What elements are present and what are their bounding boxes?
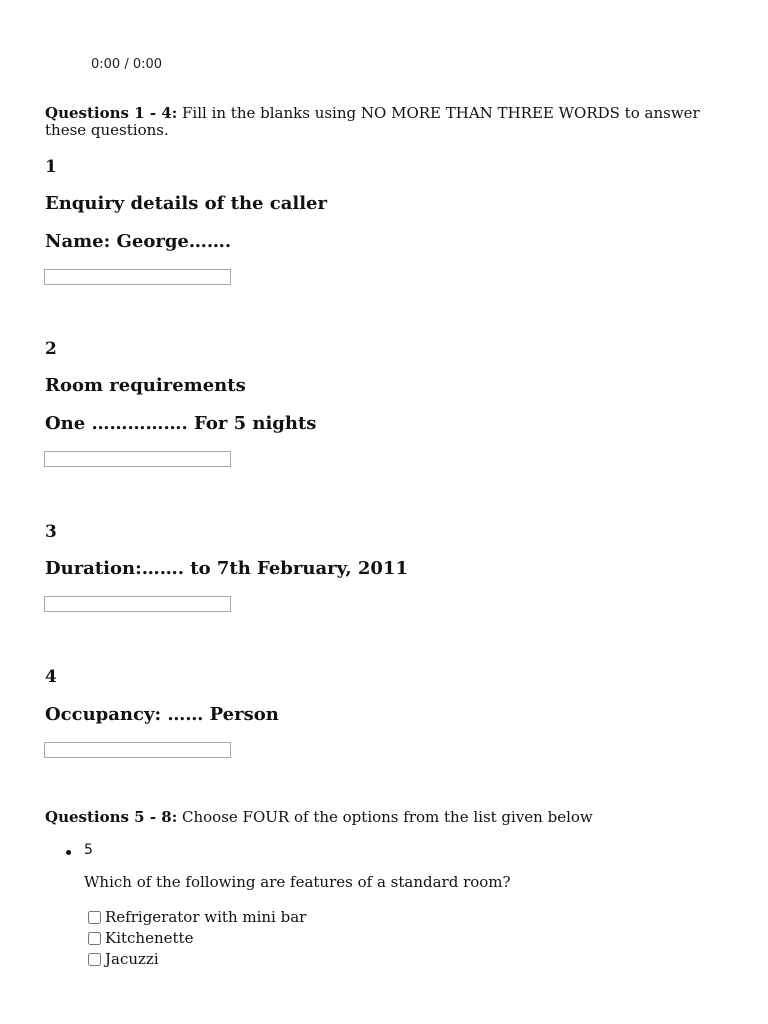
question-number: 5 — [84, 842, 93, 858]
section-1-label: Questions 1 - 4: — [45, 104, 178, 122]
question-heading: Room requirements — [45, 375, 246, 396]
option-refrigerator[interactable] — [88, 908, 306, 926]
question-prompt: Duration:……. to 7th February, 2011 — [45, 558, 408, 579]
option-label: Jacuzzi — [105, 950, 159, 968]
option-jacuzzi[interactable] — [88, 950, 159, 968]
question-prompt: Occupancy: …… Person — [45, 704, 279, 725]
question-prompt: One ……………. For 5 nights — [45, 413, 317, 434]
audio-time-display: 0:00 / 0:00 — [91, 57, 163, 72]
option-checkbox[interactable] — [88, 911, 101, 924]
option-checkbox[interactable] — [88, 932, 101, 945]
section-2-instructions — [45, 809, 735, 826]
option-label: Refrigerator with mini bar — [105, 908, 307, 926]
section-2-instruction-text: Choose FOUR of the options from the list given below — [177, 808, 593, 826]
section-2-label: Questions 5 - 8: — [45, 808, 178, 826]
option-label: Kitchenette — [105, 929, 194, 947]
answer-input-1[interactable] — [44, 269, 231, 285]
list-bullet — [66, 850, 71, 855]
section-1-instruction-text: Fill in the blanks using NO MORE THAN THREE WORDS to answer these questions. — [45, 104, 700, 139]
question-5-text: Which of the following are features of a standard room? — [84, 873, 511, 891]
question-number: 1 — [45, 157, 57, 177]
answer-input-4[interactable] — [44, 742, 231, 758]
section-1-instructions — [45, 105, 735, 139]
answer-input-2[interactable] — [44, 451, 231, 467]
question-number: 2 — [45, 339, 57, 359]
answer-input-3[interactable] — [44, 596, 231, 612]
option-kitchenette[interactable] — [88, 929, 193, 947]
option-checkbox[interactable] — [88, 953, 101, 966]
question-heading: Enquiry details of the caller — [45, 193, 327, 214]
question-number: 4 — [45, 667, 57, 687]
question-prompt: Name: George……. — [45, 231, 232, 252]
question-number: 3 — [45, 522, 57, 542]
